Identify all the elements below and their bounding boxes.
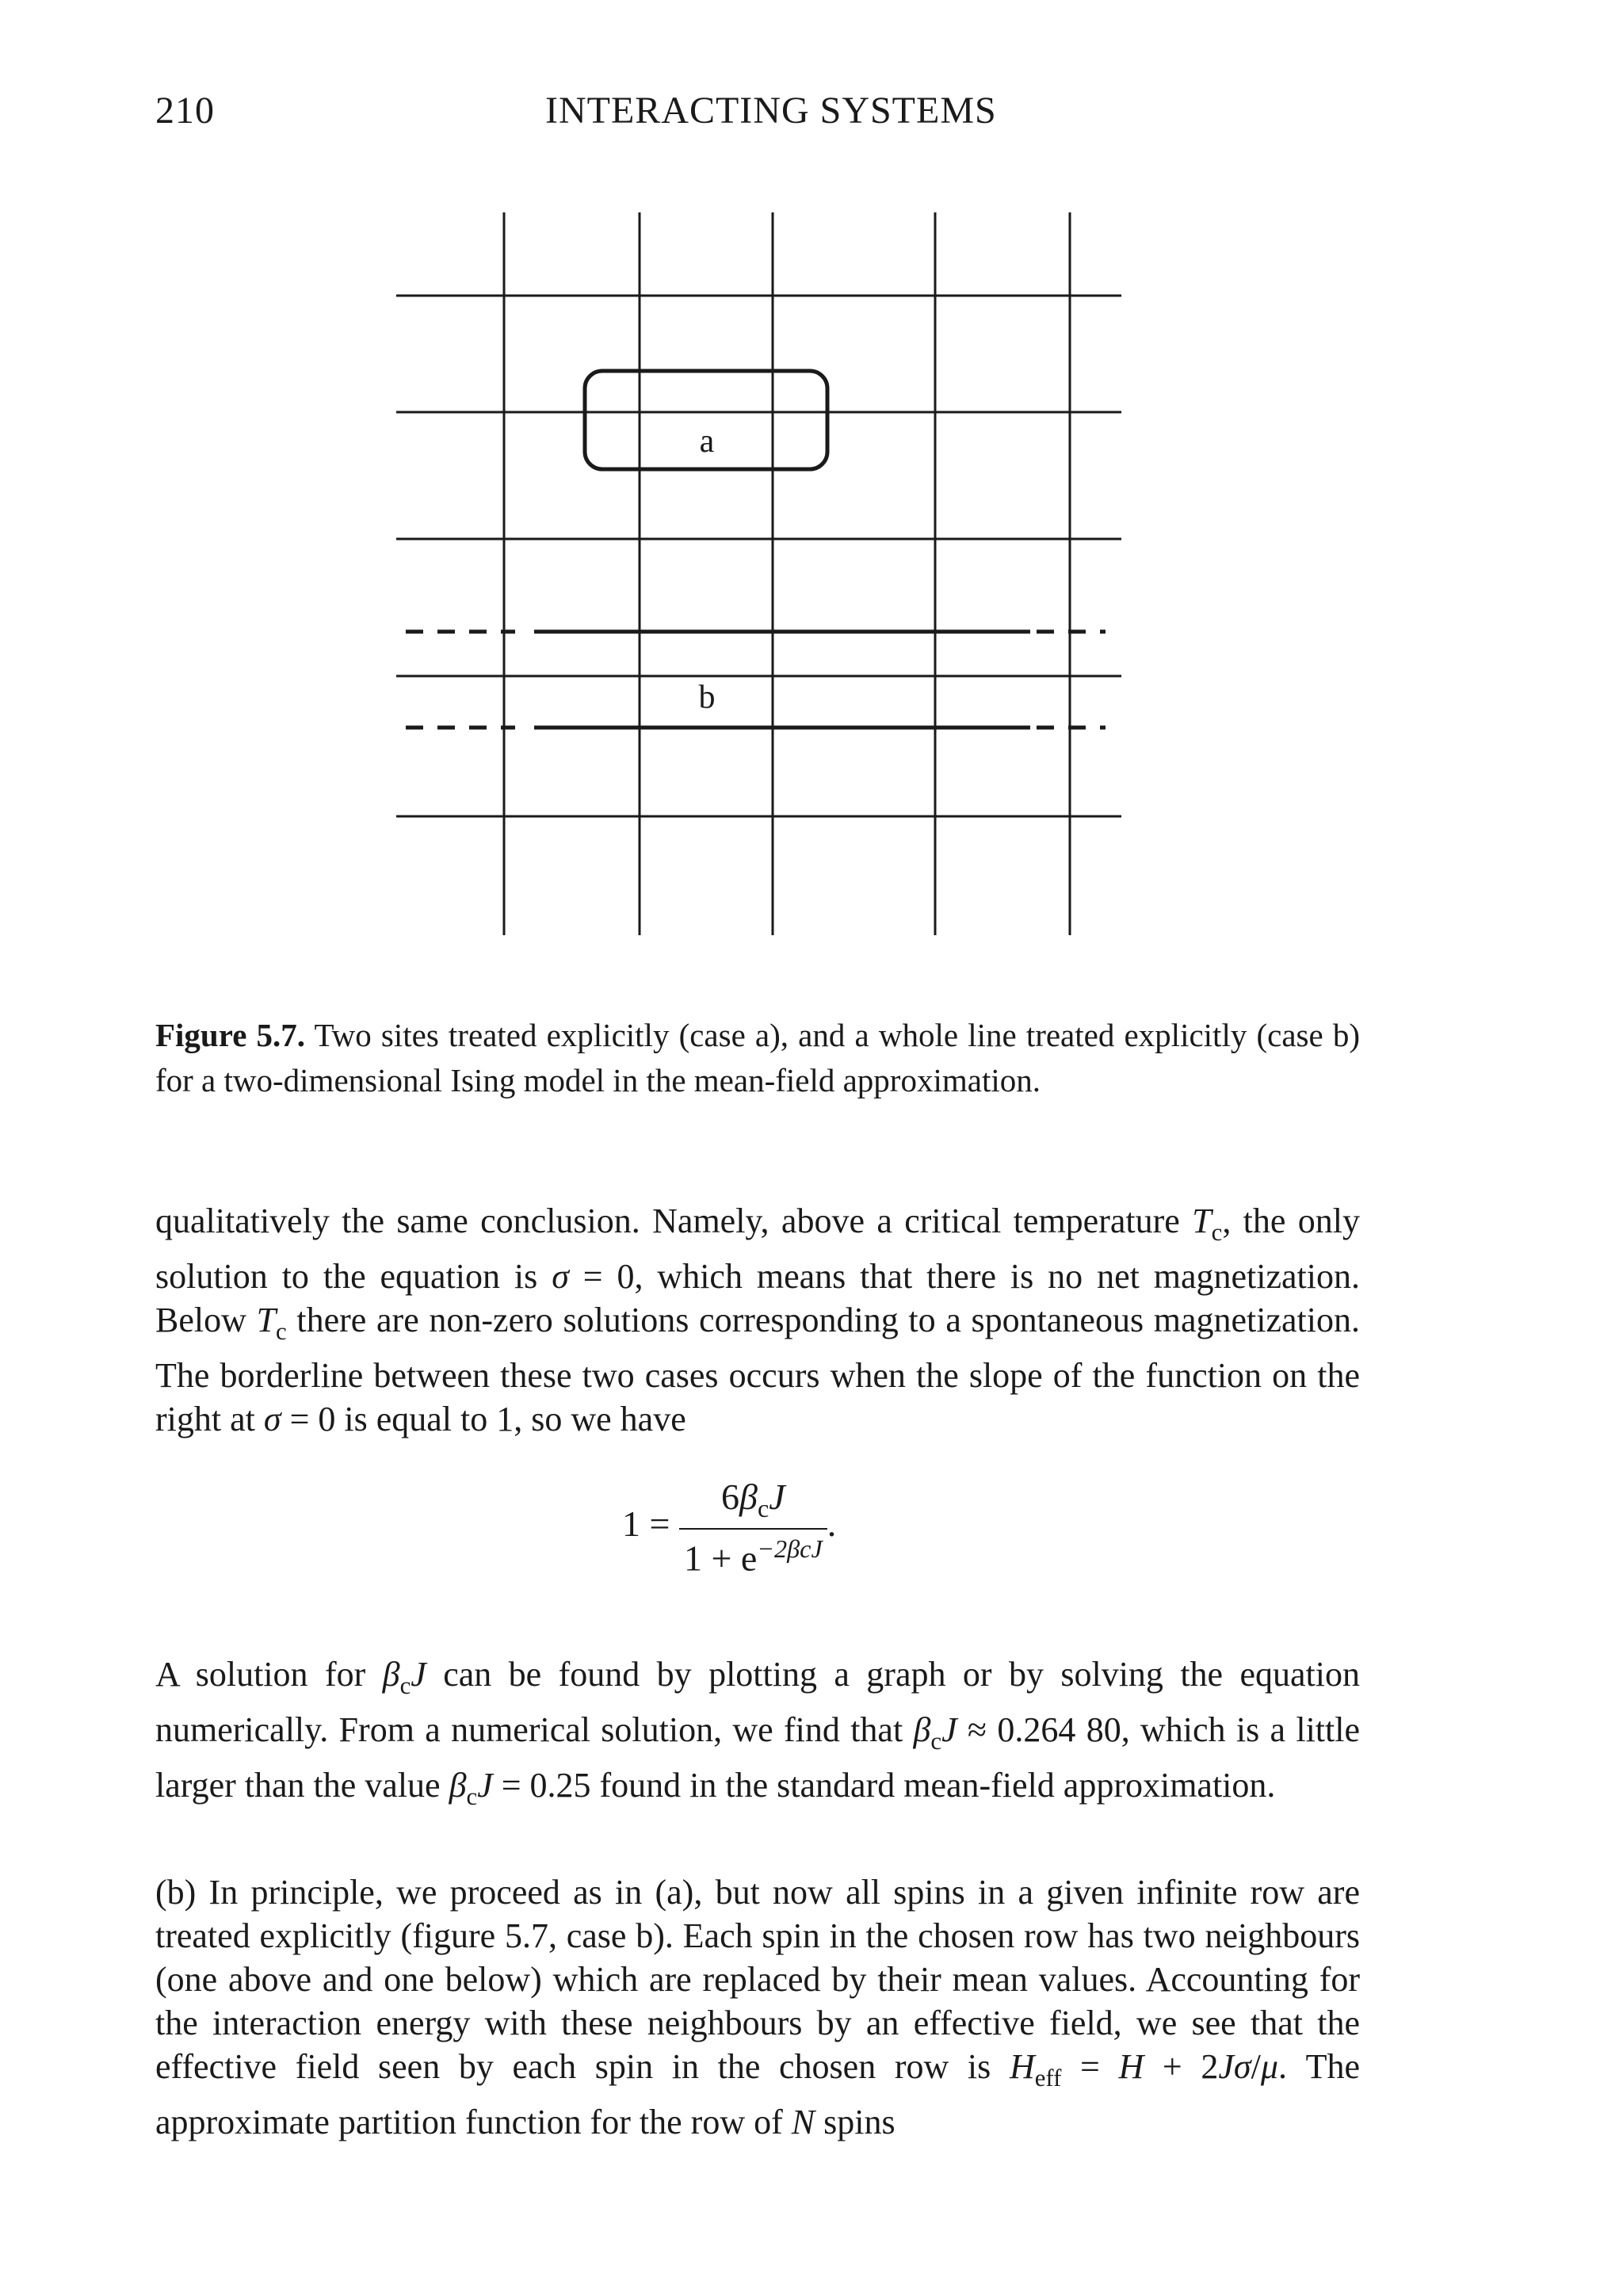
running-head: INTERACTING SYSTEMS [545,90,997,132]
figure-label-b: b [698,679,716,716]
equation-denominator: $1 + e^{-2\beta cJ}$ [683,1534,823,1579]
lattice-figure [0,0,1623,983]
figure-caption-text: Two sites treated explicitly (case a), and a whole line treated explicitly (case b) for a two-dimensional Ising model in the mean-field approximation. [155,1017,1360,1098]
figure-caption-label: Figure 5.7. [155,1017,306,1053]
equation-critical-beta [622,1476,836,1580]
equation-tail: . [827,1503,837,1544]
equation-lhs: 1 = [622,1503,670,1544]
figure-caption [155,1013,1360,1103]
paragraph-2: A solution for $\beta_cJ$ can be found by plotting a graph or by solving the equation numerically. From a numerical solution, we find that $\beta_cJ \approx 0.264$ 80, which is a little larger than the value $\beta_cJ = 0.25$ found in the standard mean-field approximation. [155,1655,1360,1810]
equation-fraction [679,1476,827,1580]
page-number: 210 [155,90,215,132]
paragraph-3: (b) In principle, we proceed as in (a), but now all spins in a given infinite row are treated explicitly (figure 5.7, case b). Each spin in the chosen row has two neighbours (one above and one below) which are replaced by their mean values. Accounting for the interaction energy with these neighbours by an effective field, we see that the effective field seen by each spin in the chosen row is $H_{eff} = H + 2J\sigma/\mu$. The approximate partition function for the row of N spins [155,1873,1360,2141]
paragraph-1: qualitatively the same conclusion. Namely, above a critical temperature $T_c$, the only solution to the equation is σ = 0, which means that there is no net magnetization. Below $T_c$ there are non-zero solutions corresponding to a spontaneous magnetization. The borderline between these two cases occurs when the slope of the function on the right at σ = 0 is equal to 1, so we have [155,1201,1360,1438]
figure-label-a: a [699,423,715,460]
equation-numerator: $6\beta_cJ$ [679,1476,827,1530]
